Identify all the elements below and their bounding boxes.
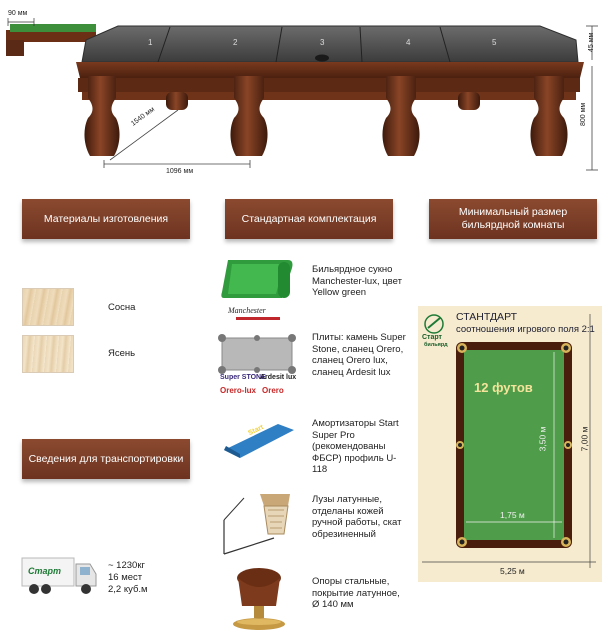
manchester-logo-bar — [236, 317, 280, 320]
slate-description: Плиты: камень Super Stone, сланец Orero, сланец Orero lux, сланец Ardesit lux — [312, 332, 406, 378]
pine-wood-swatch — [22, 288, 74, 326]
foot-image — [226, 566, 292, 634]
field-length-label: 3,50 м — [537, 426, 548, 452]
transport-places: 16 мест — [108, 572, 143, 583]
start-cushion-logo: Start — [247, 423, 265, 438]
field-width-label: 1,75 м — [500, 510, 525, 520]
height-top-dim-label: 45 мм — [588, 32, 595, 52]
rail-width-label: 90 мм — [8, 10, 28, 17]
room-length-label: 7,00 м — [579, 426, 590, 452]
pocket-description: Лузы латунные, отделаны кожей ручной работы, скат обрезиненный — [312, 494, 402, 540]
slate-image — [218, 334, 296, 374]
height-dim-label: 800 мм — [580, 102, 587, 126]
billiard-table-drawing — [0, 0, 614, 185]
width-dim-label: 1096 мм — [166, 168, 194, 175]
pine-label: Сосна — [108, 302, 136, 313]
slate-number-5: 5 — [492, 38, 497, 47]
cloth-description: Бильярдное сукно Manchester-lux, цвет Yellow green — [312, 264, 402, 299]
table-size-feet: 12 футов — [474, 380, 533, 395]
room-plan-panel — [418, 306, 602, 582]
room-plan-subtitle: соотношения игрового поля 2:1 — [456, 324, 595, 335]
room-width-label: 5,25 м — [500, 566, 525, 576]
foot-description: Опоры стальные, покрытие латунное, Ø 140 мм — [312, 576, 400, 611]
standard-kit-header: Стандартная комплектация — [225, 199, 393, 239]
orero-logo: Orero — [262, 386, 284, 395]
transport-header: Сведения для транспортировки — [22, 439, 190, 479]
slate-number-2: 2 — [233, 38, 238, 47]
ash-wood-swatch — [22, 335, 74, 373]
slate-number-3: 3 — [320, 38, 325, 47]
slate-number-1: 1 — [148, 38, 153, 47]
rail-section-drawing — [6, 18, 96, 56]
room-plan-title: СТАНТДАРТ — [456, 311, 518, 323]
cushion-description: Амортизаторы Start Super Pro (рекомендованы ФБСР) профиль U-118 — [312, 418, 399, 476]
room-brand-sub: бильярд — [424, 342, 448, 348]
transport-weight: ~ 1230кг — [108, 560, 145, 571]
ash-label: Ясень — [108, 348, 136, 359]
ardesit-logo: Ardesit lux — [260, 374, 297, 381]
pocket-image — [220, 490, 296, 560]
transport-volume: 2,2 куб.м — [108, 584, 148, 595]
orero-lux-logo: Orero-lux — [220, 386, 257, 395]
min-room-header: Минимальный размер бильярдной комнаты — [429, 199, 597, 239]
manchester-logo: Manchester — [228, 306, 266, 315]
slate-number-4: 4 — [406, 38, 411, 47]
super-stone-logo: Super STONE — [220, 374, 266, 381]
materials-header: Материалы изготовления — [22, 199, 190, 239]
diagonal-dim-label: 1540 мм — [130, 106, 157, 128]
room-brand-logo: Старт — [422, 334, 442, 341]
truck-brand-logo: Старт — [28, 566, 62, 576]
